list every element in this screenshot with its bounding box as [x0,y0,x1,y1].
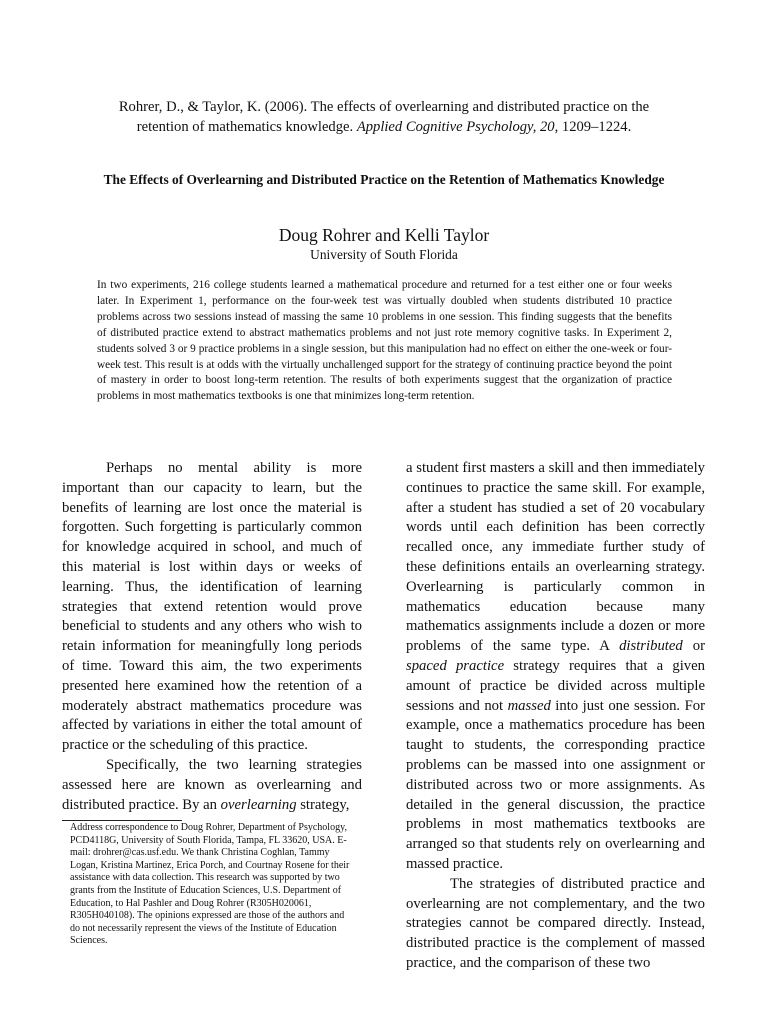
body-column-left [62,459,362,815]
footnote: Address correspondence to Doug Rohrer, Department of Psychology, PCD4118G, University of South Florida, Tampa, FL 33620, USA. E-mail: drohrer@cas.usf.edu. We thank Christina Coghlan, Tammy Logan, Kristina Martinez, Erica Porch, and Courtnay Rosene for their assistance with data collection. This research was supported by two grants from the Institute of Education Sciences, U.S. Department of Education, to Hal Pashler and Doug Rohrer (R305H020061, R305H040108). The opinions expressed are those of the authors and do not necessarily represent the views of the Institute of Education Sciences. [70,822,350,947]
emphasis: spaced practice [406,657,505,674]
footnote-divider [62,820,182,821]
paper-authors: Doug Rohrer and Kelli Taylor [278,225,490,245]
paragraph: a student first masters a skill and then immediately continues to practice the same skill. For example, after a student has studied a set of 20 vocabulary words until each definition has been correctly recalled once, any immediate further study of these definitions entails an overlearning strategy. Overlearning is particularly common in mathematics education because many mathematics assignments include a dozen or more problems of the same type. A distributed or spaced practice strategy requires that a given amount of practice be divided across multiple sessions and not massed into just one session. For example, once a mathematics procedure has been taught to students, the corresponding practice problems can be massed into one assignment or distributed across two or more assignments. As detailed in the general discussion, the practice problems in most mathematics textbooks are arranged so that students rely on overlearning and massed practice. [406,460,705,872]
abstract: In two experiments, 216 college students learned a mathematical procedure and returned for a test either one or four weeks later. In Experiment 1, performance on the four-week test was virtually doubled when students distributed 10 practice problems across two sessions instead of massing the same 10 problems in one session. This finding suggests that the benefits of distributed practice extend to abstract mathematics problems and not just rote memory cognitive tasks. In Experiment 2, students solved 3 or 9 practice problems in a single session, but this manipulation had no effect on either the one-week or four-week test. This result is at odds with the virtually unchallenged support for the strategy of continuing practice beyond the point of mastery in order to boost long-term retention. The results of both experiments suggest that the organization of practice problems in most mathematics textbooks is one that minimizes long-term retention. [97,279,672,403]
citation-pages: , 1209–1224. [554,119,632,135]
paper-affiliation: University of South Florida [310,247,458,262]
paragraph: Specifically, the two learning strategies assessed here are known as overlearning and distributed practice. By an overlearning strategy, [62,756,362,813]
emphasis: massed [507,697,551,714]
paper-title: The Effects of Overlearning and Distributed Practice on the Retention of Mathematics Knowledge [103,172,665,187]
citation [70,97,698,137]
paragraph: Perhaps no mental ability is more important than our capacity to learn, but the benefits of learning are lost once the material is forgotten. Such forgetting is particularly common for knowledge acquired in school, and much of this material is lost within days or weeks of learning. Thus, the identification of learning strategies that extend retention would prove beneficial to students and any others who wish to retain information for meaningfully long periods of time. Toward this aim, the two experiments presented here examined how the retention of a moderately abstract mathematics procedure was affected by variations in either the total amount of practice or the scheduling of this practice. [62,460,362,754]
emphasis: distributed [619,638,683,655]
citation-journal: Applied Cognitive Psychology, 20 [356,119,555,135]
emphasis: overlearning [220,796,297,813]
citation-line-2: retention of mathematics knowledge. [136,119,357,135]
citation-line-1: Rohrer, D., & Taylor, K. (2006). The effects of overlearning and distributed practice on the [118,99,650,115]
paragraph: The strategies of distributed practice and overlearning are not complementary, and the two strategies cannot be compared directly. Instead, distributed practice is the complement of massed practice, and the comparison of these two [406,875,705,971]
body-column-right [406,459,705,974]
